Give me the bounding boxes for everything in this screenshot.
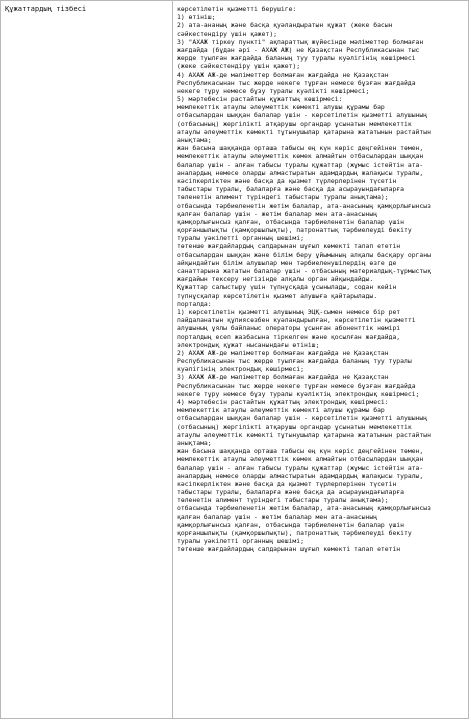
document-text-line: төленетін алимент түріндегі табыстары туралы анықтама); bbox=[177, 193, 389, 202]
document-text-line: анықтама; bbox=[177, 136, 212, 144]
document-text-line: жан басына шаққанда орташа табысы ең күн көріс деңгейінен төмен, bbox=[177, 144, 424, 153]
document-text-line: 1) көрсетілетін қызметті алушының ЭЦҚ-сымен немесе бір рет bbox=[177, 307, 401, 316]
document-text-line: Республикасынан тыс жерде некеге тұрған немесе бұзған жағдайда bbox=[177, 78, 416, 87]
document-text-line: анықтама; bbox=[177, 438, 212, 447]
document-text-line: некеге тұру немесе бұзу туралы куәлікті көшірмесі; bbox=[177, 86, 370, 95]
document-text-line: некеге тұру немесе бұзу туралы куәліктің электрондық көшірмесі; bbox=[177, 389, 420, 398]
document-text-line: электрондық құжат нысанындағы өтініш; bbox=[177, 340, 320, 349]
document-text-line: төтенше жағдайлардың салдарынан шұғыл көмекті талап ететін bbox=[177, 545, 401, 554]
document-text-line: Республикасынан тыс жерде туылған жағдайда баланың туу туралы bbox=[177, 357, 412, 366]
document-text-line: қорғаншылықты (қамқоршылықты), патронаттық тәрбиелеуді бекіту bbox=[177, 226, 412, 235]
document-text-line: көрсетілетін қызметті берушіге: bbox=[177, 5, 297, 13]
document-text-line: алушының ұялы байланыс операторы ұсынған абоненттік нөмірі bbox=[177, 324, 401, 333]
document-text-line: 3) "АХАЖ тіркеу пункті" ақпараттық жүйесінде мәліметтер болмаған bbox=[177, 37, 424, 46]
document-text-line: қамқорлығынсыз қалған, отбасында тәрбиеленетін балалар үшін bbox=[177, 520, 405, 529]
document-text-line: 2) ата-ананың және басқа қуәландыратын құжат (жеке басын bbox=[177, 21, 393, 30]
label-column bbox=[1, 1, 173, 718]
document-text-line: отбасында тәрбиеленетін жетім балалар, ата-анасының қамқорлығынсыз bbox=[177, 201, 431, 210]
document-text-line: балалар үшін - алған табысы туралы құжаттар (жұмыс істейтін ата- bbox=[177, 463, 424, 472]
document-text-line: (отбасының) жергілікті атқарушы органдар ұсынатын мемлекеттік bbox=[177, 119, 412, 128]
document-text-line: отбасылардан шыққан балалар үшін - көрсетілетін қызметті алушының bbox=[177, 414, 428, 423]
document-text-line: 4) мәртебесін растайтын құжаттың электрондық көшірмесі: bbox=[177, 398, 389, 406]
document-text-line: отбасында тәрбиеленетін жетім балалар, ата-анасының қамқорлығынсыз bbox=[177, 504, 431, 513]
document-text-line: отбасылардан шыққан балалар үшін - көрсетілетін қызметті алушының bbox=[177, 111, 428, 120]
document-text-line: мемлекеттік атаулы әлеуметтік көмекті алушы құрамы бар bbox=[177, 406, 385, 415]
document-text-line: кәсіпкерліктен және басқа да қызмет түрлерлерінен түсетін bbox=[177, 176, 397, 185]
document-text-line: түпнұсқалар көрсетілетін қызмет алушыға қайтарылады. bbox=[177, 291, 378, 300]
document-text-line: 4) АХАЖ АЖ-де мәліметтер болмаған жағдайда не Қазақстан bbox=[177, 70, 389, 79]
documents-list-label: Құжаттардың тізбесі bbox=[5, 4, 87, 13]
document-text-line: табыстары туралы, балаларға және басқа да асырауындағыларға bbox=[177, 488, 405, 497]
document-text-line: төленетін алимент түріндегі табыстары туралы анықтама); bbox=[177, 496, 389, 505]
document-text-line: төтенше жағдайлардың салдарынан шұғыл көмекті талап ететін bbox=[177, 242, 401, 251]
document-text-line: порталда: bbox=[177, 299, 212, 308]
document-text-line: (жеке сәйкестендіру үшін қажет); bbox=[177, 62, 301, 71]
document-text-line: қамқорлығынсыз қалған, отбасында тәрбиеленетін балалар үшін bbox=[177, 217, 405, 226]
document-text-line: (отбасының) жергілікті атқарушы органдар ұсынатын мемлекеттік bbox=[177, 422, 412, 431]
document-text-line: жан басына шаққанда орташа табысы ең күн көріс деңгейінен төмен, bbox=[177, 447, 424, 456]
document-text-line: пайдаланатын құпиясөзбен куәландырылған, көрсетілетін қызметті bbox=[177, 316, 416, 325]
document-text-line: қалған балалар үшін - жетім балалар мен ата-анасының bbox=[177, 512, 378, 521]
document-text-line: санаттарына жататын балалар үшін - отбасының материалдық-тұрмыстық bbox=[177, 267, 431, 275]
document-text-line: Республикасынан тыс жерде некеге тұрған немесе бұзған жағдайда bbox=[177, 381, 416, 390]
document-text-line: кәсіпкерліктен және басқа да қызмет түрлерлерінен түсетін bbox=[177, 479, 397, 488]
document-text-line: порталдың есеп жазбасына тіркелген және қосылған жағдайда, bbox=[177, 332, 401, 341]
document-text-line: туралы уәкілетті органның шешімі; bbox=[177, 234, 304, 243]
document-text-line: аналардың немесе оларды алмастыратын адамдардың жалақысы туралы, bbox=[177, 471, 424, 480]
document-text-line: жағдайда (бұдан әрі - АХАЖ АЖ) не Қазақстан Республикасынан тыс bbox=[177, 45, 420, 54]
document-text-line: туралы уәкілетті органның шешімі; bbox=[177, 537, 304, 546]
document-text-line: қалған балалар үшін - жетім балалар мен ата-анасының bbox=[177, 209, 378, 218]
document-text-line: аналардың немесе оларды алмастыратын адамдардың жалақысы туралы, bbox=[177, 168, 424, 177]
document-text-line: атаулы әлеуметтік көмекті тұтынушылар қатарына жататынын растайтын bbox=[177, 127, 431, 136]
document-text-line: қорғаншылықты (қамқоршылықты), патронаттық тәрбиелеуді бекіту bbox=[177, 529, 412, 537]
document-text-line: атаулы әлеуметтік көмекті тұтынушылар қатарына жататынын растайтын bbox=[177, 430, 431, 439]
document-text-line: балалар үшін - алған табысы туралы құжаттар (жұмыс істейтін ата- bbox=[177, 160, 424, 169]
document-text-line: мемлекеттік атаулы әлеуметтік көмек алмайтын отбасылардан шыққан bbox=[177, 455, 424, 464]
document-text-line: Құжаттар салыстыру үшін түпнұсқада ұсынылады, содан кейін bbox=[177, 283, 397, 292]
document-text-line: куәлігінің электрондық көшірмесі; bbox=[177, 365, 304, 374]
document-text-line: 2) АХАЖ АЖ-де мәліметтер болмаған жағдайда не Қазақстан bbox=[177, 348, 389, 357]
document-text-line: 3) АХАЖ АЖ-де мәліметтер болмаған жағдайда не Қазақстан bbox=[177, 373, 389, 382]
document-text-line: отбасылардан шыққан және білім беру ұйымының алқалы басқару органы bbox=[177, 250, 431, 259]
document-text-line: мемлекеттік атаулы әлеуметтік көмекті алушы құрамы бар bbox=[177, 103, 385, 112]
content-column bbox=[173, 1, 468, 718]
document-text-line: сәйкестендіру үшін қажет); bbox=[177, 29, 278, 38]
document-text-line: жағдайын тексеру негізінде алқалы орган айқындайды. bbox=[177, 275, 374, 284]
document-text-line: мемлекеттік атаулы әлеуметтік көмек алмайтын отбасылардан шыққан bbox=[177, 152, 424, 161]
document-text-line: айқындайтын білім алушылар мен тәрбиеленушілердің өзге де bbox=[177, 258, 397, 267]
document-text-line: 1) өтініш; bbox=[177, 13, 216, 22]
document-text-line: 5) мәртебесін растайтын құжаттың көшірмесі: bbox=[177, 95, 343, 104]
document-text-line: жерде туылған жағдайда баланың туу туралы куәлігінің көшірмесі bbox=[177, 54, 416, 63]
document-text-line: табыстары туралы, балаларға және басқа да асырауындағыларға bbox=[177, 185, 405, 194]
